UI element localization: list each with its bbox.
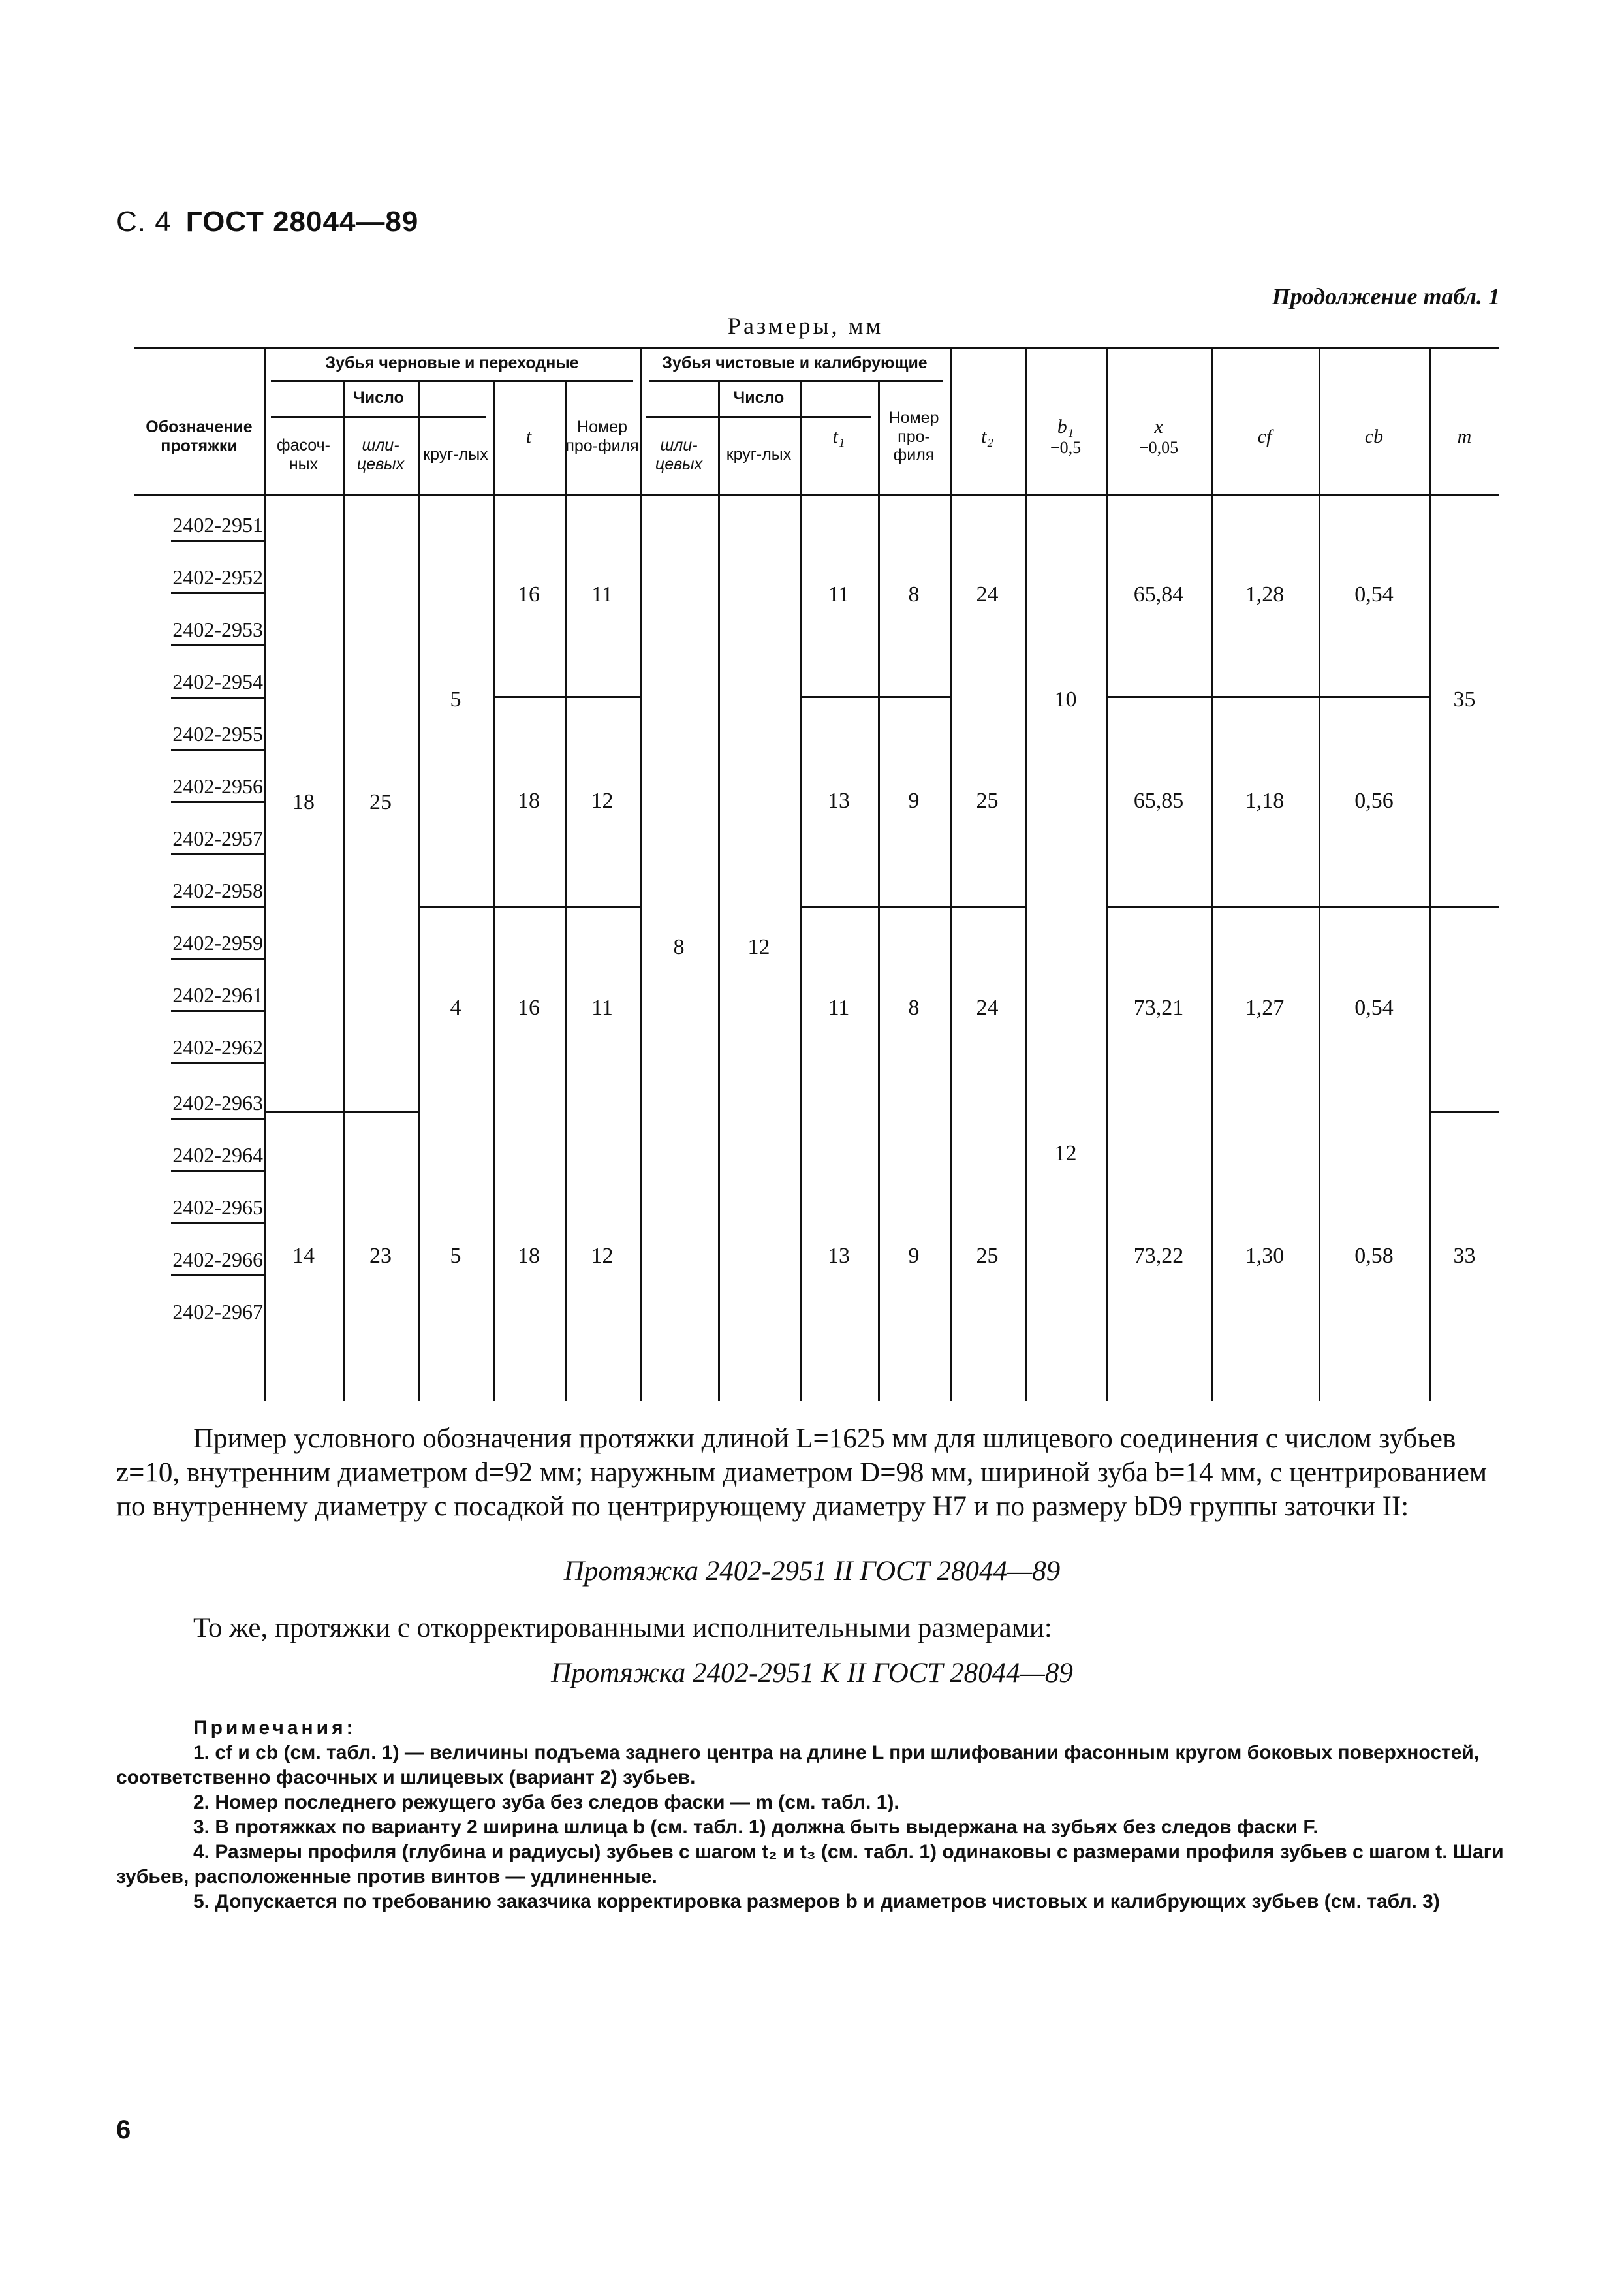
designation-row-11: 2402-2962 xyxy=(134,1036,264,1064)
example-designation-1: Протяжка 2402-2951 II ГОСТ 28044—89 xyxy=(563,1556,1061,1587)
designation-row-5: 2402-2955 xyxy=(134,722,264,751)
designation-row-10: 2402-2961 xyxy=(134,983,264,1012)
cell-m-b: 33 xyxy=(1453,1243,1476,1268)
note-1: 1. cf и cb (см. табл. 1) — величины подъема заднего центра на длине L при шлифовании фасонным кругом боковых поверхностей, соответственно фасочных и шлицевых (вариант 2) зубьев. xyxy=(116,1742,1480,1788)
header-t2: t₂ xyxy=(981,425,993,447)
note-2: 2. Номер последнего режущего зуба без следов фаски — m (см. табл. 1). xyxy=(193,1792,899,1813)
page-label: С. 4 xyxy=(116,206,172,238)
header-finish-group: Зубья чистовые и калибрующие xyxy=(662,354,928,373)
cell-cb-a: 0,54 xyxy=(1354,582,1394,607)
designation-row-16: 2402-2967 xyxy=(172,1300,263,1323)
cell-m-a: 35 xyxy=(1453,687,1476,712)
header-t1: t₁ xyxy=(832,425,845,447)
header-x-symbol: x xyxy=(1154,415,1163,437)
cell-profile-b: 12 xyxy=(591,788,614,813)
cell-x-b: 65,85 xyxy=(1133,788,1184,813)
cell-t1-d: 13 xyxy=(828,1243,850,1268)
designation-row-6: 2402-2956 xyxy=(134,774,264,803)
cell-finish-round: 12 xyxy=(747,935,770,959)
cell-profile2-c: 8 xyxy=(908,996,920,1020)
note-4: 4. Размеры профиля (глубина и радиусы) зубьев с шагом t₂ и t₃ (см. табл. 1) одинаковы с размерами профиля зубьев с шагом t. Шаги зубьев, расположенные против винтов — удлиненные. xyxy=(116,1841,1504,1888)
example-designation-2: Протяжка 2402-2951 К II ГОСТ 28044—89 xyxy=(551,1658,1073,1688)
cell-cf-c: 1,27 xyxy=(1245,996,1285,1020)
cell-round-b: 4 xyxy=(450,996,461,1020)
header-spline-teeth: шли-цевых xyxy=(356,435,405,473)
cell-x-a: 65,84 xyxy=(1133,582,1184,607)
cell-profile-d: 12 xyxy=(591,1243,614,1268)
cell-profile2-d: 9 xyxy=(908,1243,920,1268)
cell-cf-d: 1,30 xyxy=(1245,1243,1285,1268)
cell-t1-b: 13 xyxy=(828,788,850,813)
cell-profile2-b: 9 xyxy=(908,788,920,813)
header-m: m xyxy=(1457,425,1472,447)
header-b1-tolerance: −0,5 xyxy=(1050,438,1082,458)
header-b1 xyxy=(1025,380,1106,494)
designation-row-12: 2402-2963 xyxy=(134,1091,264,1120)
notes-title: Примечания: xyxy=(193,1717,356,1739)
cell-t1-a: 11 xyxy=(828,582,850,607)
cell-cf-b: 1,18 xyxy=(1245,788,1285,813)
cell-profile2-a: 8 xyxy=(908,582,920,607)
header-b1-symbol: b₁ xyxy=(1057,415,1074,437)
header-chamfer-teeth: фасоч-ных xyxy=(277,435,330,473)
designation-row-8: 2402-2958 xyxy=(134,879,264,908)
cell-spline-b: 23 xyxy=(369,1243,392,1268)
header-designation: Обозначение протяжки xyxy=(146,418,253,455)
designation-row-3: 2402-2953 xyxy=(134,618,264,646)
cell-spline-a: 25 xyxy=(369,789,392,814)
designation-row-9: 2402-2959 xyxy=(134,931,264,960)
cell-profile-c: 11 xyxy=(591,996,613,1020)
header-x-tolerance: −0,05 xyxy=(1138,438,1179,458)
designation-row-2: 2402-2952 xyxy=(134,565,264,594)
note-3: 3. В протяжках по варианту 2 ширина шлица b (см. табл. 1) должна быть выдержана на зубьях без следов фаски F. xyxy=(193,1816,1319,1838)
cell-b1-b: 12 xyxy=(1054,1141,1077,1165)
header-x xyxy=(1106,380,1211,494)
cell-b1-a: 10 xyxy=(1054,687,1077,712)
header-finish-round: круг-лых xyxy=(726,445,792,464)
notes-block xyxy=(116,1716,1507,1914)
cell-cb-c: 0,54 xyxy=(1354,996,1394,1020)
header-cf: cf xyxy=(1257,425,1272,447)
units-caption: Размеры, мм xyxy=(728,313,884,339)
header-round-teeth: круг-лых xyxy=(423,445,488,464)
cell-t1-c: 11 xyxy=(828,996,850,1020)
header-cb: cb xyxy=(1364,425,1384,447)
cell-chamfer-a: 18 xyxy=(292,789,315,814)
cell-round-a: 5 xyxy=(450,687,461,712)
header-finish-spline: шли-цевых xyxy=(655,435,703,473)
broach-table xyxy=(134,347,1499,1401)
cell-t2-d: 25 xyxy=(976,1243,999,1268)
cell-round-c: 5 xyxy=(450,1243,461,1268)
table-continuation: Продолжение табл. 1 xyxy=(1272,283,1500,309)
cell-chamfer-b: 14 xyxy=(292,1243,315,1268)
cell-cb-d: 0,58 xyxy=(1354,1243,1394,1268)
designation-row-15: 2402-2966 xyxy=(134,1248,264,1276)
page-header xyxy=(116,206,418,238)
page-number: 6 xyxy=(116,2115,131,2144)
header-rough-count: Число xyxy=(353,388,404,407)
header-finish-count: Число xyxy=(733,388,785,407)
designation-row-1: 2402-2951 xyxy=(134,513,264,542)
cell-t-b: 18 xyxy=(518,788,540,813)
cell-t2-c: 24 xyxy=(976,996,999,1020)
designation-row-7: 2402-2957 xyxy=(134,827,264,855)
header-t: t xyxy=(525,425,532,447)
header-rough-group: Зубья черновые и переходные xyxy=(325,354,579,373)
cell-cf-a: 1,28 xyxy=(1245,582,1285,607)
cell-t-a: 16 xyxy=(518,582,540,607)
cell-x-d: 73,22 xyxy=(1133,1243,1184,1268)
example-paragraph: Пример условного обозначения протяжки длиной L=1625 мм для шлицевого соединения с числом зубьев z=10, внутренним диаметром d=92 мм; наружным диаметром D=98 мм, шириной зуба b=14 мм, с центрированием по внутреннему диаметру с посадкой по центрирующему диаметру H7 и по размеру bD9 группы заточки II: xyxy=(116,1423,1488,1522)
cell-x-c: 73,21 xyxy=(1133,996,1184,1020)
cell-t2-b: 25 xyxy=(976,788,999,813)
designation-row-13: 2402-2964 xyxy=(134,1143,264,1172)
cell-profile-a: 11 xyxy=(591,582,613,607)
cell-t-c: 16 xyxy=(518,996,540,1020)
designation-row-4: 2402-2954 xyxy=(134,670,264,699)
note-5: 5. Допускается по требованию заказчика корректировка размеров b и диаметров чистовых и калибрующих зубьев (см. табл. 3) xyxy=(193,1891,1440,1912)
designation-row-14: 2402-2965 xyxy=(134,1195,264,1224)
cell-cb-b: 0,56 xyxy=(1354,788,1394,813)
header-profile-number-2: Номер про-филя xyxy=(888,408,939,465)
cell-finish-spline: 8 xyxy=(673,935,685,959)
standard-title: ГОСТ 28044—89 xyxy=(185,206,419,238)
example-same-text: То же, протяжки с откорректированными исполнительными размерами: xyxy=(193,1613,1052,1643)
cell-t-d: 18 xyxy=(518,1243,540,1268)
header-profile-number: Номер про-филя xyxy=(565,418,639,455)
cell-t2-a: 24 xyxy=(976,582,999,607)
